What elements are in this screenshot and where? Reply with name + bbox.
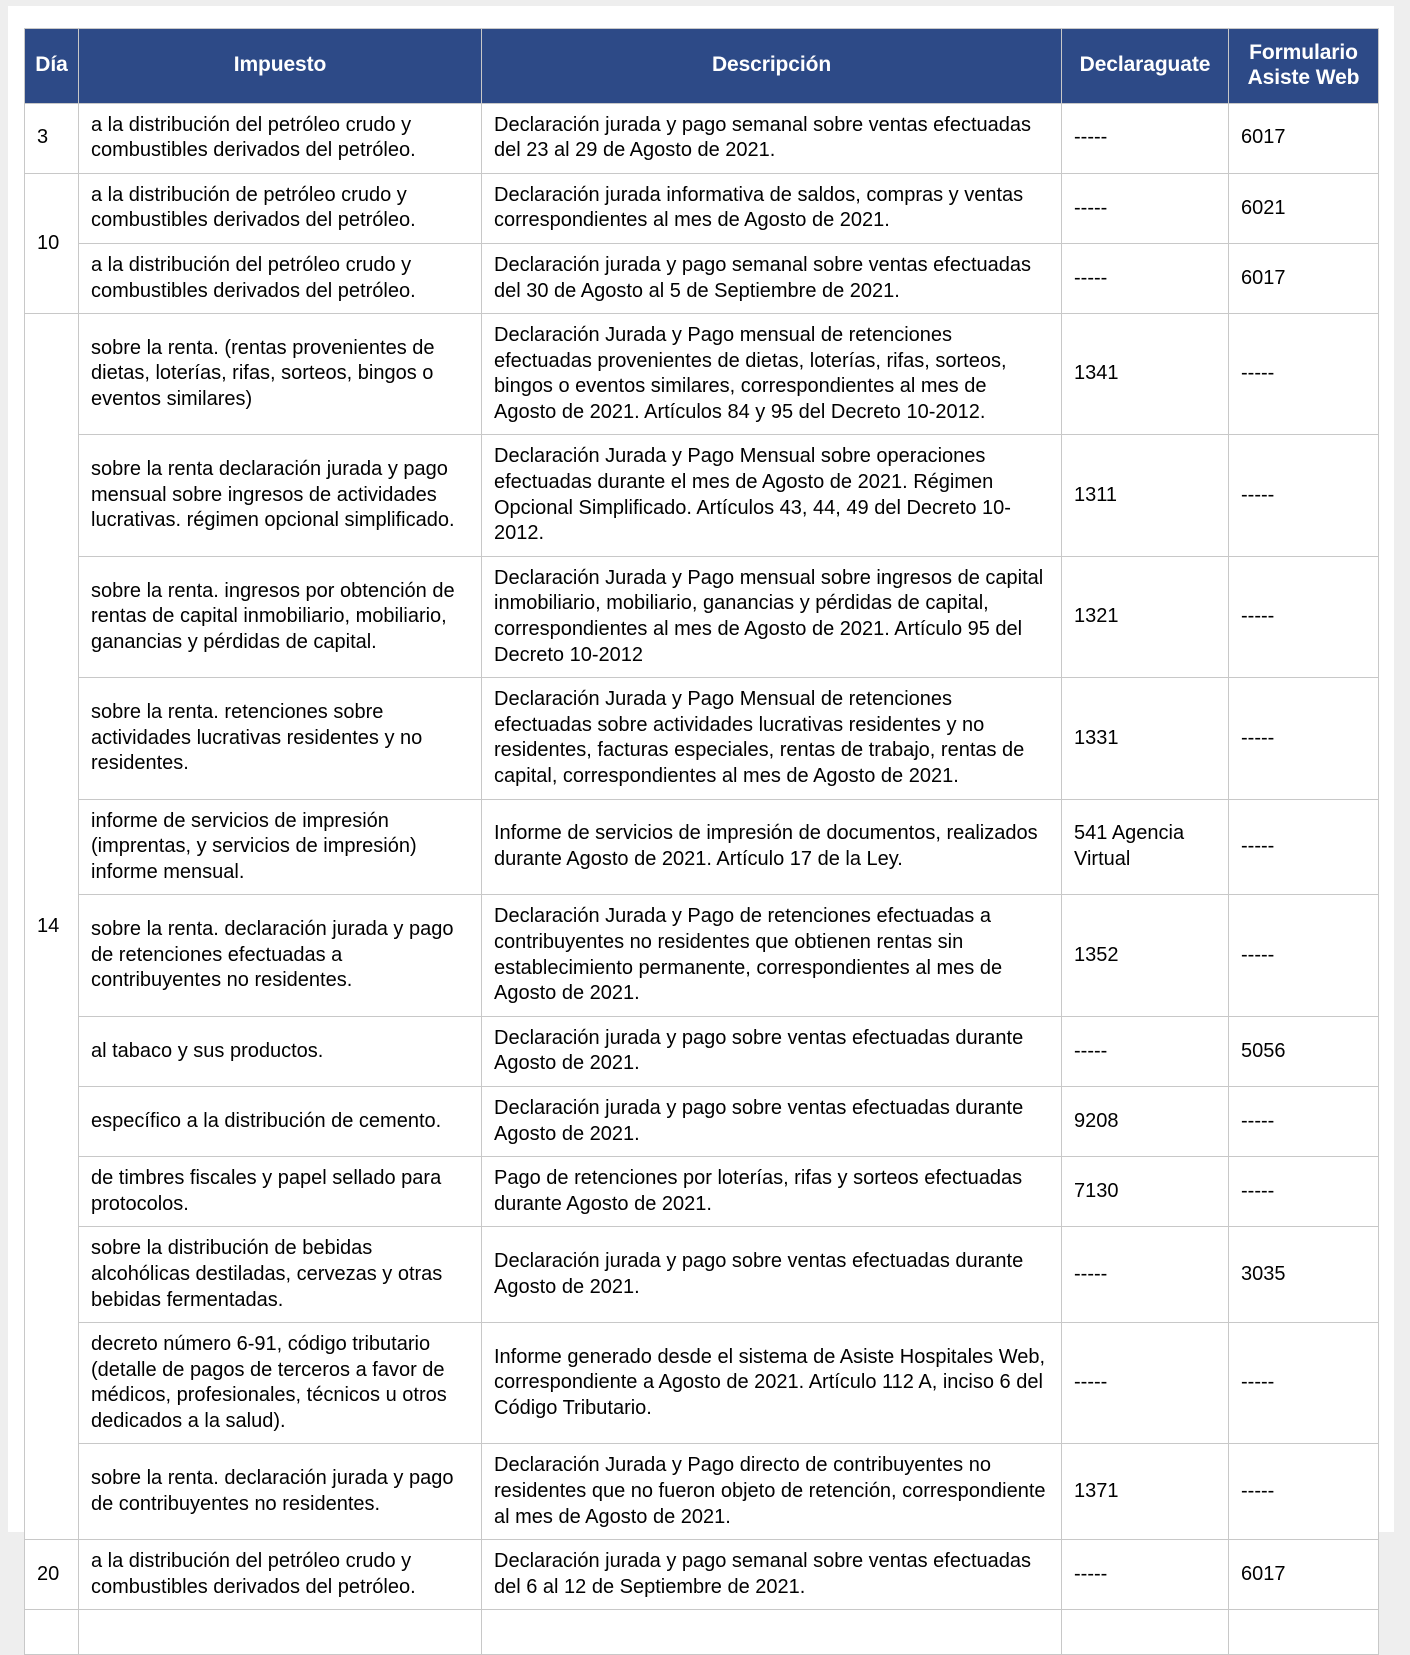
- formulario-cell: [1229, 678, 1379, 799]
- impuesto-cell: sobre la renta. (rentas provenientes de dietas, loterías, rifas, sorteos, bingos o eventos similares): [79, 314, 482, 435]
- impuesto-cell: a la distribución del petróleo crudo y combustibles derivados del petróleo.: [79, 103, 482, 173]
- header-row: [25, 29, 1379, 104]
- descripcion-cell: Declaración jurada informativa de saldos, compras y ventas correspondientes al mes de Agosto de 2021.: [482, 173, 1062, 243]
- descripcion-cell: Declaración Jurada y Pago Mensual de retenciones efectuadas sobre actividades lucrativas residentes y no residentes, facturas especiales, rentas de trabajo, rentas de capital, correspondientes al mes de Agosto de 2021.: [482, 678, 1062, 799]
- table-row: [25, 895, 1379, 1016]
- table-row: [25, 1086, 1379, 1156]
- descripcion-cell: Declaración Jurada y Pago de retenciones efectuadas a contribuyentes no residentes que obtienen rentas sin establecimiento permanente, correspondientes al mes de Agosto de 2021.: [482, 895, 1062, 1016]
- descripcion-cell: Declaración jurada y pago semanal sobre ventas efectuadas del 30 de Agosto al 5 de Septiembre de 2021.: [482, 243, 1062, 313]
- empty-dash: -----: [1241, 362, 1275, 385]
- empty-dash: -----: [1241, 483, 1275, 506]
- declaraguate-cell: 1352: [1062, 895, 1229, 1016]
- formulario-cell: [1229, 556, 1379, 677]
- formulario-cell: 6017: [1229, 243, 1379, 313]
- descripcion-cell: Informe generado desde el sistema de Asiste Hospitales Web, correspondiente a Agosto de 2021. Artículo 112 A, inciso 6 del Código Tributario.: [482, 1323, 1062, 1444]
- impuesto-cell: específico a la distribución de cemento.: [79, 1086, 482, 1156]
- day-cell: 10: [25, 173, 79, 313]
- declaraguate-cell: [1062, 243, 1229, 313]
- table-row-cropped: [25, 1610, 1379, 1655]
- declaraguate-cell: [1062, 173, 1229, 243]
- formulario-cell: 6017: [1229, 103, 1379, 173]
- impuesto-cell: sobre la renta declaración jurada y pago mensual sobre ingresos de actividades lucrativas. régimen opcional simplificado.: [79, 435, 482, 556]
- descripcion-cell: Declaración jurada y pago sobre ventas efectuadas durante Agosto de 2021.: [482, 1086, 1062, 1156]
- declaraguate-cell: 1331: [1062, 678, 1229, 799]
- table-row: [25, 799, 1379, 895]
- cropped-cell: [79, 1610, 482, 1655]
- table-row: [25, 1227, 1379, 1323]
- table-body: [25, 103, 1379, 1655]
- empty-dash: -----: [1074, 1371, 1108, 1394]
- table-row: [25, 678, 1379, 799]
- empty-dash: -----: [1241, 1109, 1275, 1132]
- formulario-cell: 3035: [1229, 1227, 1379, 1323]
- day-cell: 20: [25, 1540, 79, 1610]
- cropped-cell: [25, 1610, 79, 1655]
- table-row: [25, 1323, 1379, 1444]
- impuesto-cell: sobre la renta. declaración jurada y pago de retenciones efectuadas a contribuyentes no residentes.: [79, 895, 482, 1016]
- column-header-declaraguate: Declaraguate: [1062, 29, 1229, 104]
- empty-dash: -----: [1074, 266, 1108, 289]
- declaraguate-cell: [1062, 1323, 1229, 1444]
- empty-dash: -----: [1241, 943, 1275, 966]
- descripcion-cell: Declaración Jurada y Pago mensual sobre ingresos de capital inmobiliario, mobiliario, ganancias y pérdidas de capital, correspondientes al mes de Agosto de 2021. Artículo 95 del Decreto 10-2012: [482, 556, 1062, 677]
- empty-dash: -----: [1074, 1262, 1108, 1285]
- table-row: [25, 1157, 1379, 1227]
- day-cell: 14: [25, 314, 79, 1540]
- declaraguate-cell: [1062, 1227, 1229, 1323]
- empty-dash: -----: [1074, 1039, 1108, 1062]
- descripcion-cell: Declaración jurada y pago semanal sobre ventas efectuadas del 6 al 12 de Septiembre de 2021.: [482, 1540, 1062, 1610]
- empty-dash: -----: [1241, 726, 1275, 749]
- empty-dash: -----: [1241, 1179, 1275, 1202]
- declaraguate-cell: [1062, 1540, 1229, 1610]
- formulario-cell: [1229, 799, 1379, 895]
- descripcion-cell: Pago de retenciones por loterías, rifas y sorteos efectuadas durante Agosto de 2021.: [482, 1157, 1062, 1227]
- declaraguate-cell: 9208: [1062, 1086, 1229, 1156]
- empty-dash: -----: [1074, 196, 1108, 219]
- formulario-cell: [1229, 1086, 1379, 1156]
- descripcion-cell: Declaración Jurada y Pago directo de contribuyentes no residentes que no fueron objeto de retención, correspondiente al mes de Agosto de 2021.: [482, 1444, 1062, 1540]
- declaraguate-cell: 541 Agencia Virtual: [1062, 799, 1229, 895]
- empty-dash: -----: [1074, 126, 1108, 149]
- descripcion-cell: Declaración jurada y pago semanal sobre ventas efectuadas del 23 al 29 de Agosto de 2021.: [482, 103, 1062, 173]
- table-row: [25, 435, 1379, 556]
- declaraguate-cell: [1062, 1016, 1229, 1086]
- cropped-cell: [1062, 1610, 1229, 1655]
- impuesto-cell: sobre la renta. ingresos por obtención de rentas de capital inmobiliario, mobiliario, ganancias y pérdidas de capital.: [79, 556, 482, 677]
- table-row: [25, 314, 1379, 435]
- formulario-cell: 6021: [1229, 173, 1379, 243]
- table-scroll-region[interactable]: [24, 28, 1378, 1655]
- day-cell: 3: [25, 103, 79, 173]
- tax-calendar-table: [24, 28, 1379, 1655]
- column-header-impuesto: Impuesto: [79, 29, 482, 104]
- cropped-cell: [1229, 1610, 1379, 1655]
- table-row: [25, 173, 1379, 243]
- table-row: [25, 1540, 1379, 1610]
- table-row: [25, 1016, 1379, 1086]
- formulario-cell: [1229, 1323, 1379, 1444]
- formulario-cell: 5056: [1229, 1016, 1379, 1086]
- formulario-cell: [1229, 435, 1379, 556]
- descripcion-cell: Declaración jurada y pago sobre ventas efectuadas durante Agosto de 2021.: [482, 1016, 1062, 1086]
- table-header: [25, 29, 1379, 104]
- empty-dash: -----: [1074, 1563, 1108, 1586]
- impuesto-cell: decreto número 6-91, código tributario (detalle de pagos de terceros a favor de médicos, profesionales, técnicos u otros dedicados a la salud).: [79, 1323, 482, 1444]
- table-row: [25, 243, 1379, 313]
- formulario-cell: [1229, 314, 1379, 435]
- declaraguate-cell: 1371: [1062, 1444, 1229, 1540]
- declaraguate-cell: 1341: [1062, 314, 1229, 435]
- impuesto-cell: informe de servicios de impresión (imprentas, y servicios de impresión) informe mensual.: [79, 799, 482, 895]
- descripcion-cell: Declaración jurada y pago sobre ventas efectuadas durante Agosto de 2021.: [482, 1227, 1062, 1323]
- column-header-formulario: Formulario Asiste Web: [1229, 29, 1379, 104]
- formulario-cell: [1229, 895, 1379, 1016]
- descripcion-cell: Declaración Jurada y Pago Mensual sobre operaciones efectuadas durante el mes de Agosto de 2021. Régimen Opcional Simplificado. Artículos 43, 44, 49 del Decreto 10-2012.: [482, 435, 1062, 556]
- impuesto-cell: de timbres fiscales y papel sellado para protocolos.: [79, 1157, 482, 1227]
- empty-dash: -----: [1241, 1480, 1275, 1503]
- table-row: [25, 103, 1379, 173]
- empty-dash: -----: [1241, 835, 1275, 858]
- declaraguate-cell: [1062, 103, 1229, 173]
- impuesto-cell: sobre la renta. retenciones sobre actividades lucrativas residentes y no residentes.: [79, 678, 482, 799]
- impuesto-cell: a la distribución de petróleo crudo y combustibles derivados del petróleo.: [79, 173, 482, 243]
- impuesto-cell: a la distribución del petróleo crudo y combustibles derivados del petróleo.: [79, 243, 482, 313]
- declaraguate-cell: 1321: [1062, 556, 1229, 677]
- impuesto-cell: sobre la renta. declaración jurada y pago de contribuyentes no residentes.: [79, 1444, 482, 1540]
- impuesto-cell: a la distribución del petróleo crudo y combustibles derivados del petróleo.: [79, 1540, 482, 1610]
- formulario-cell: [1229, 1444, 1379, 1540]
- table-row: [25, 556, 1379, 677]
- page-container: [8, 6, 1394, 1598]
- empty-dash: -----: [1241, 1371, 1275, 1394]
- column-header-dia: Día: [25, 29, 79, 104]
- descripcion-cell: Informe de servicios de impresión de documentos, realizados durante Agosto de 2021. Artículo 17 de la Ley.: [482, 799, 1062, 895]
- column-header-descripcion: Descripción: [482, 29, 1062, 104]
- impuesto-cell: sobre la distribución de bebidas alcohólicas destiladas, cervezas y otras bebidas fermentadas.: [79, 1227, 482, 1323]
- table-row: [25, 1444, 1379, 1540]
- cropped-cell: [482, 1610, 1062, 1655]
- descripcion-cell: Declaración Jurada y Pago mensual de retenciones efectuadas provenientes de dietas, loterías, rifas, sorteos, bingos o eventos similares, correspondientes al mes de Agosto de 2021. Artículos 84 y 95 del Decreto 10-2012.: [482, 314, 1062, 435]
- formulario-cell: [1229, 1157, 1379, 1227]
- impuesto-cell: al tabaco y sus productos.: [79, 1016, 482, 1086]
- formulario-cell: 6017: [1229, 1540, 1379, 1610]
- declaraguate-cell: 1311: [1062, 435, 1229, 556]
- empty-dash: -----: [1241, 605, 1275, 628]
- declaraguate-cell: 7130: [1062, 1157, 1229, 1227]
